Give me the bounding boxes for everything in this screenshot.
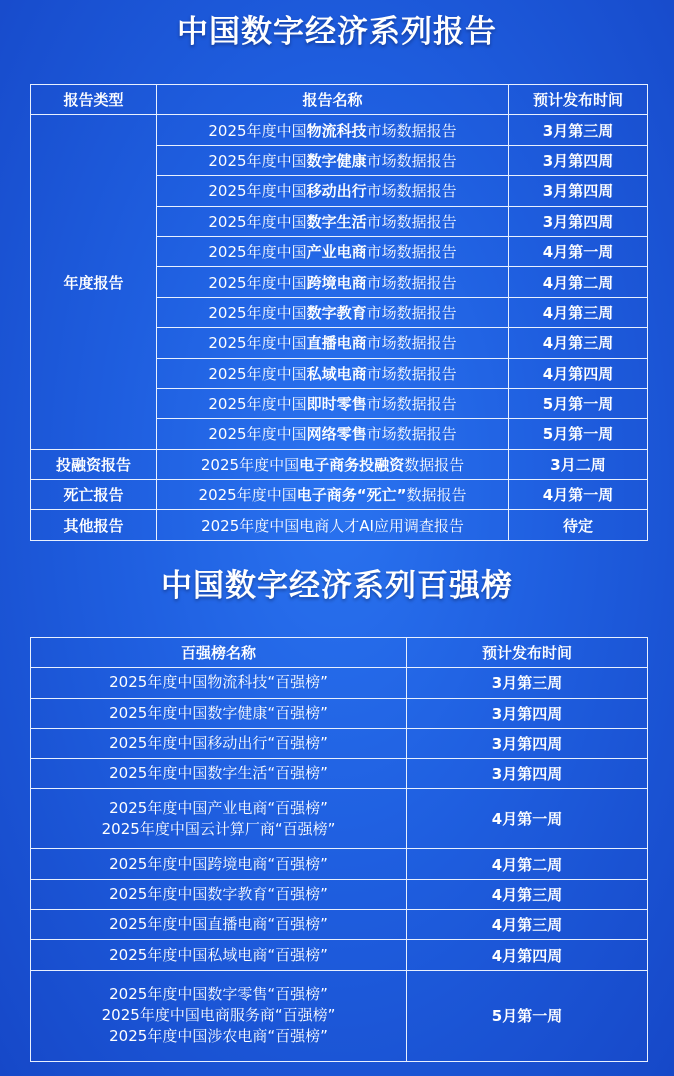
ranking-name-line: 2025年度中国数字教育“百强榜” xyxy=(109,884,328,903)
report-name-suffix: 市场数据报告 xyxy=(366,273,457,292)
report-name-cell xyxy=(157,328,509,358)
report-name-suffix: 市场数据报告 xyxy=(366,151,457,170)
report-name-topic: 移动出行 xyxy=(306,182,367,201)
report-name-topic: 电子商务投融资 xyxy=(299,455,405,474)
report-name-topic: 产业电商 xyxy=(306,243,367,262)
report-table-body xyxy=(31,115,648,540)
report-name-prefix: 2025年度中国 xyxy=(198,486,297,505)
report-name-cell xyxy=(157,206,509,236)
report-name-suffix: 数据报告 xyxy=(404,455,465,474)
ranking-name-line: 2025年度中国私域电商“百强榜” xyxy=(109,945,328,964)
ranking-name-line: 2025年度中国直播电商“百强榜” xyxy=(109,915,328,934)
report-name-cell xyxy=(157,145,509,175)
report-name-prefix: 2025年度中国 xyxy=(208,334,307,353)
header-ranking-release-time: 预计发布时间 xyxy=(407,638,648,668)
ranking-date-cell: 4月第一周 xyxy=(407,789,648,849)
ranking-date-cell: 3月第三周 xyxy=(407,668,648,698)
report-name-prefix: 2025年度中国 xyxy=(208,182,307,201)
report-name-suffix: 市场数据报告 xyxy=(366,182,457,201)
ranking-section-title: 中国数字经济系列百强榜 xyxy=(161,568,513,604)
ranking-row xyxy=(31,728,648,758)
ranking-name-cell xyxy=(31,728,407,758)
report-name-suffix: 市场数据报告 xyxy=(366,303,457,322)
report-name-suffix: 市场数据报告 xyxy=(366,364,457,383)
report-date-cell: 3月第四周 xyxy=(509,176,648,206)
report-name-suffix: 市场数据报告 xyxy=(366,334,457,353)
report-date-cell: 待定 xyxy=(509,510,648,540)
ranking-row xyxy=(31,789,648,849)
report-name-prefix: 2025年度中国 xyxy=(208,121,307,140)
report-name-prefix: 2025年度中国 xyxy=(200,455,300,474)
report-name-suffix: 数据报告 xyxy=(406,486,467,505)
report-row xyxy=(31,510,648,540)
ranking-date-cell: 4月第三周 xyxy=(407,910,648,940)
report-name-prefix: 2025年度中国 xyxy=(208,303,307,322)
report-date-cell: 3月第三周 xyxy=(509,115,648,145)
report-name-cell xyxy=(157,236,509,266)
report-type-cell: 死亡报告 xyxy=(31,480,157,510)
report-name-cell xyxy=(157,176,509,206)
ranking-name-line: 2025年度中国移动出行“百强榜” xyxy=(109,734,328,753)
ranking-name-line: 2025年度中国产业电商“百强榜” xyxy=(109,798,328,817)
report-name-prefix: 2025年度中国电商人才AI应用调查报告 xyxy=(201,516,464,535)
ranking-date-cell: 4月第三周 xyxy=(407,879,648,909)
report-row xyxy=(31,449,648,479)
report-name-topic: 数字教育 xyxy=(306,303,367,322)
report-name-topic: 私域电商 xyxy=(306,364,367,383)
ranking-date-cell: 3月第四周 xyxy=(407,759,648,789)
report-name-cell xyxy=(157,297,509,327)
report-name-suffix: 市场数据报告 xyxy=(366,121,457,140)
ranking-date-cell: 3月第四周 xyxy=(407,728,648,758)
ranking-name-line: 2025年度中国云计算厂商“百强榜” xyxy=(101,819,336,838)
header-report-type: 报告类型 xyxy=(31,85,157,115)
report-name-cell xyxy=(157,419,509,449)
ranking-row xyxy=(31,698,648,728)
report-name-prefix: 2025年度中国 xyxy=(208,364,307,383)
ranking-name-line: 2025年度中国电商服务商“百强榜” xyxy=(101,1006,336,1025)
ranking-row xyxy=(31,910,648,940)
report-row xyxy=(31,115,648,145)
ranking-name-cell xyxy=(31,910,407,940)
report-date-cell: 3月第四周 xyxy=(509,145,648,175)
report-name-suffix: 市场数据报告 xyxy=(366,212,457,231)
report-name-cell xyxy=(157,510,509,540)
report-section-title: 中国数字经济系列报告 xyxy=(177,14,497,50)
report-row xyxy=(31,480,648,510)
ranking-row xyxy=(31,759,648,789)
report-name-topic: 跨境电商 xyxy=(306,273,367,292)
report-name-prefix: 2025年度中国 xyxy=(208,243,307,262)
report-name-suffix: 市场数据报告 xyxy=(366,425,457,444)
report-name-cell xyxy=(157,480,509,510)
ranking-row xyxy=(31,849,648,879)
ranking-name-cell xyxy=(31,759,407,789)
report-name-cell xyxy=(157,267,509,297)
ranking-name-line: 2025年度中国物流科技“百强榜” xyxy=(109,673,328,692)
ranking-table xyxy=(30,637,648,1062)
header-release-time: 预计发布时间 xyxy=(509,85,648,115)
report-name-suffix: 市场数据报告 xyxy=(366,243,457,262)
ranking-name-cell xyxy=(31,940,407,970)
ranking-name-line: 2025年度中国涉农电商“百强榜” xyxy=(109,1027,328,1046)
report-name-prefix: 2025年度中国 xyxy=(208,273,307,292)
report-date-cell: 4月第三周 xyxy=(509,297,648,327)
report-table xyxy=(30,84,648,541)
ranking-row xyxy=(31,879,648,909)
header-report-name: 报告名称 xyxy=(157,85,509,115)
ranking-name-line: 2025年度中国跨境电商“百强榜” xyxy=(109,854,328,873)
ranking-name-line: 2025年度中国数字零售“百强榜” xyxy=(109,985,328,1004)
report-name-topic: 直播电商 xyxy=(306,334,367,353)
ranking-name-cell xyxy=(31,970,407,1061)
report-name-prefix: 2025年度中国 xyxy=(208,425,307,444)
report-date-cell: 3月第四周 xyxy=(509,206,648,236)
report-table-header-row xyxy=(31,85,648,115)
ranking-row xyxy=(31,940,648,970)
ranking-date-cell: 5月第一周 xyxy=(407,970,648,1061)
report-name-topic: 电子商务“死亡” xyxy=(296,486,407,505)
report-date-cell: 4月第四周 xyxy=(509,358,648,388)
report-date-cell: 3月二周 xyxy=(509,449,648,479)
ranking-date-cell: 3月第四周 xyxy=(407,698,648,728)
ranking-name-cell xyxy=(31,879,407,909)
ranking-table-body xyxy=(31,668,648,1061)
report-date-cell: 4月第二周 xyxy=(509,267,648,297)
ranking-row xyxy=(31,668,648,698)
ranking-name-line: 2025年度中国数字健康“百强榜” xyxy=(109,703,328,722)
ranking-row xyxy=(31,970,648,1061)
ranking-name-cell xyxy=(31,789,407,849)
ranking-name-cell xyxy=(31,698,407,728)
report-name-suffix: 市场数据报告 xyxy=(366,395,457,414)
report-type-cell: 投融资报告 xyxy=(31,449,157,479)
report-type-cell: 年度报告 xyxy=(31,115,157,449)
header-ranking-name: 百强榜名称 xyxy=(31,638,407,668)
ranking-name-cell xyxy=(31,849,407,879)
report-date-cell: 5月第一周 xyxy=(509,419,648,449)
report-date-cell: 4月第一周 xyxy=(509,480,648,510)
report-name-topic: 即时零售 xyxy=(306,395,367,414)
report-name-cell xyxy=(157,449,509,479)
report-name-topic: 数字生活 xyxy=(306,212,367,231)
ranking-name-cell xyxy=(31,668,407,698)
ranking-table-header-row xyxy=(31,638,648,668)
report-name-cell xyxy=(157,358,509,388)
report-name-prefix: 2025年度中国 xyxy=(208,395,307,414)
ranking-name-line: 2025年度中国数字生活“百强榜” xyxy=(109,764,328,783)
report-date-cell: 4月第一周 xyxy=(509,236,648,266)
ranking-date-cell: 4月第四周 xyxy=(407,940,648,970)
report-name-prefix: 2025年度中国 xyxy=(208,151,307,170)
report-date-cell: 4月第三周 xyxy=(509,328,648,358)
report-name-topic: 物流科技 xyxy=(306,121,367,140)
report-name-cell xyxy=(157,115,509,145)
report-name-prefix: 2025年度中国 xyxy=(208,212,307,231)
ranking-date-cell: 4月第二周 xyxy=(407,849,648,879)
report-name-cell xyxy=(157,388,509,418)
report-type-cell: 其他报告 xyxy=(31,510,157,540)
report-name-topic: 网络零售 xyxy=(306,425,367,444)
report-date-cell: 5月第一周 xyxy=(509,388,648,418)
report-name-topic: 数字健康 xyxy=(306,151,367,170)
